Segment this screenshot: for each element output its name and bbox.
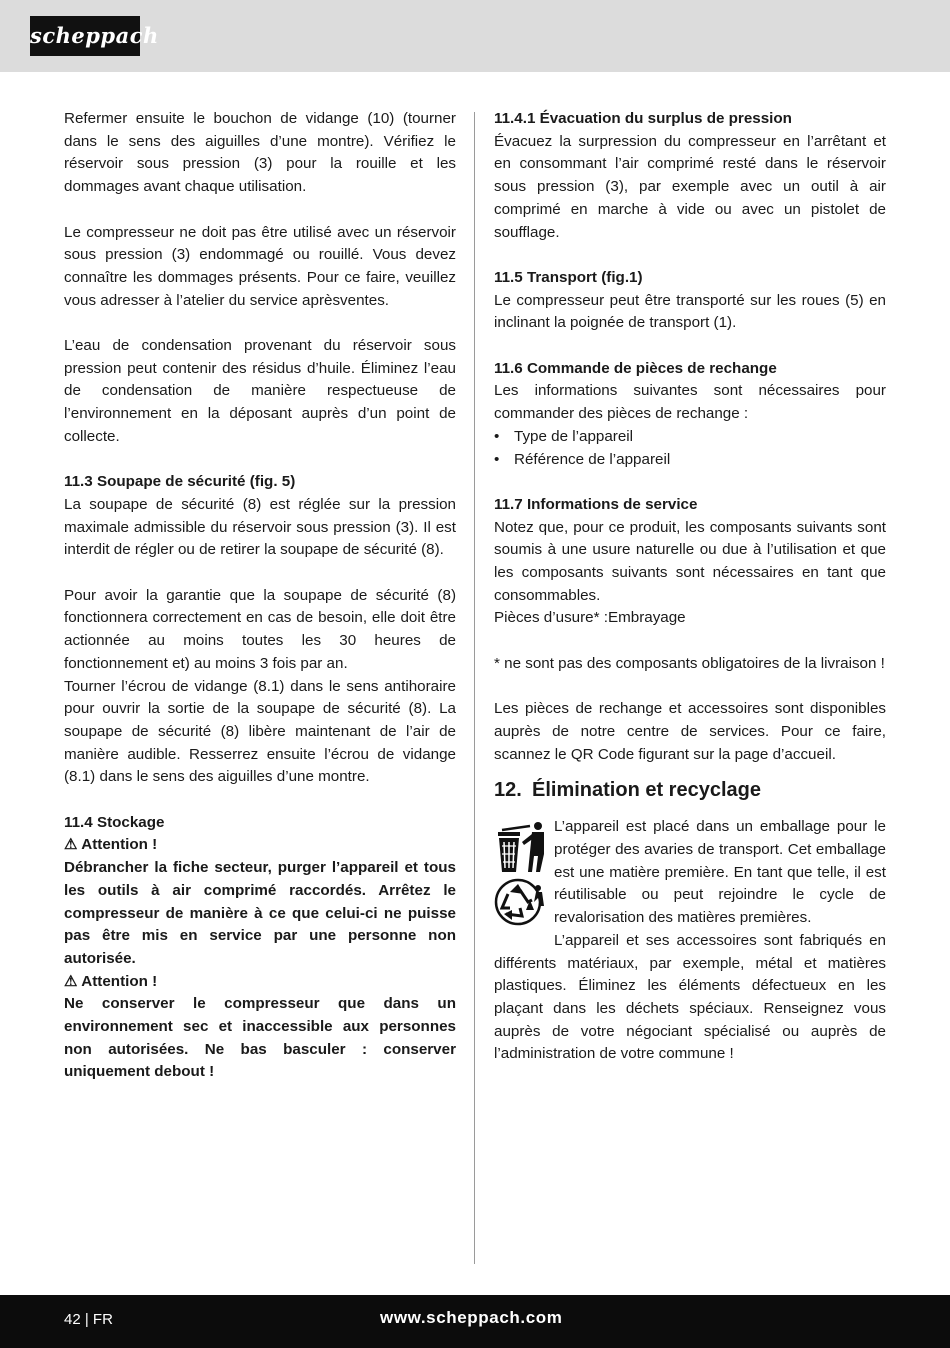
paragraph: Pour avoir la garantie que la soupape de sécurité (8) fonctionnera correctement en cas de besoin, elle doit être actionnée au moins toutes les 30 heures de fonctionnement et) au moins 3 fois par an. [64,586,456,672]
paragraph: Les pièces de rechange et accessoires sont disponibles auprès de notre centre de services. Pour ce faire, scannez le QR Code figurant sur la page d’accueil. [494,700,886,763]
page-number: 42 | FR [64,1311,113,1328]
left-column [64,108,456,1084]
list-item: • Type de l’appareil [494,426,886,449]
recycling-icons [494,820,552,932]
paragraph: L’appareil et ses accessoires sont fabriqués en différents matériaux, par exemple, métal et matières plastiques. Éliminez les éléments défectueux en les plaçant dans les déchets spéciaux. Renseignez vous auprès de votre négociant spécialisé ou auprès de l’administration de votre commune ! [494,931,886,1063]
attention-label: ⚠ Attention ! [64,836,158,854]
paragraph: Les informations suivantes sont nécessaires pour commander des pièces de rechange : [494,382,886,423]
warning-text: Débrancher la fiche secteur, purger l’appareil et tous les outils à air comprimé raccordés. Arrêtez le compresseur de manière à ce que celui-ci ne puisse pas être mis en service par une personne non autorisée. [64,859,456,967]
paragraph: L’eau de condensation provenant du réservoir sous pression peut contenir des résidus d’huile. Éliminez l’eau de condensation de manière respectueuse de l’environnement en la déposant auprès d’un point de collecte. [64,337,456,445]
section-heading-11-3: 11.3 Soupape de sécurité (fig. 5) [64,473,296,491]
paragraph: La soupape de sécurité (8) est réglée sur la pression maximale admissible du réservoir sous pression (3). Il est interdit de régler ou de retirer la soupape de sécurité (8). [64,495,456,559]
right-column [494,108,886,1066]
paragraph: Tourner l’écrou de vidange (8.1) dans le sens antihoraire pour ouvrir la sortie de la soupape de sécurité (8). La soupape de sécurité (8) libère maintenant de l’air de manière audible. Resserrez ensuite l’écrou de vidange (8.1) dans le sens des aiguilles d’une montre. [64,677,456,786]
list-item: • Référence de l’appareil [494,449,886,472]
recycle-bin-person-icon [498,822,544,872]
paragraph: Pièces d’usure* :Embrayage [494,609,686,627]
section-number: 12. [494,779,522,802]
paragraph: Notez que, pour ce produit, les composants suivants sont soumis à une usure naturelle ou due à l’utilisation et que les composants suivants sont nécessaires en tant que consommables. [494,518,886,604]
page-footer [0,1295,950,1348]
list-item-text: Type de l’appareil [514,427,634,445]
section-heading-11-4-1: 11.4.1 Évacuation du surplus de pression [494,110,792,127]
section-heading-11-5: 11.5 Transport (fig.1) [494,268,643,286]
list-item-text: Référence de l’appareil [514,450,671,468]
page-header [0,0,950,72]
paragraph: Le compresseur peut être transporté sur les roues (5) en inclinant la poignée de transport (1). [494,291,886,332]
paragraph: * ne sont pas des composants obligatoires de la livraison ! [494,654,885,672]
section-title: Élimination et recyclage [532,779,761,802]
section-heading-11-4: 11.4 Stockage [64,813,165,831]
section-heading-12 [494,776,886,804]
website-link[interactable]: www.scheppach.com [380,1308,563,1327]
recycling-arrows-icon [496,880,544,924]
attention-label: ⚠ Attention ! [64,972,158,990]
recycling-block [494,816,886,1066]
brand-logo: scheppach [30,16,140,56]
paragraph: Évacuez la surpression du compresseur en l’arrêtant et en consommant l’air comprimé resté dans le réservoir sous pression (3), par exemple avec un outil à air comprimé en marche à vide ou avec un pistolet de soufflage. [494,132,886,241]
paragraph: L’appareil est placé dans un emballage pour le protéger des avaries de transport. Cet emballage est une matière première. En tant que telle, il est réutilisable ou peut rejoindre le cycle de revalorisation des matières premières. [554,818,886,927]
paragraph: Le compresseur ne doit pas être utilisé avec un réservoir sous pression (3) endommagé ou rouillé. Vous devez connaître les dommages présents. Pour ce faire, veuillez vous adresser à l’atelier du service aprèsventes. [64,223,456,309]
paragraph: Refermer ensuite le bouchon de vidange (10) (tourner dans le sens des aiguilles d’une montre). Vérifiez le réservoir sous pression (3) pour la rouille et les dommages avant chaque utilisation. [64,110,456,196]
section-heading-11-7: 11.7 Informations de service [494,495,698,513]
section-heading-11-6: 11.6 Commande de pièces de rechange [494,359,777,377]
column-divider [474,112,475,1264]
warning-text: Ne conserver le compresseur que dans un environnement sec et inaccessible aux personnes non autorisées. Ne bas basculer : conserver uniquement debout ! [64,995,456,1081]
